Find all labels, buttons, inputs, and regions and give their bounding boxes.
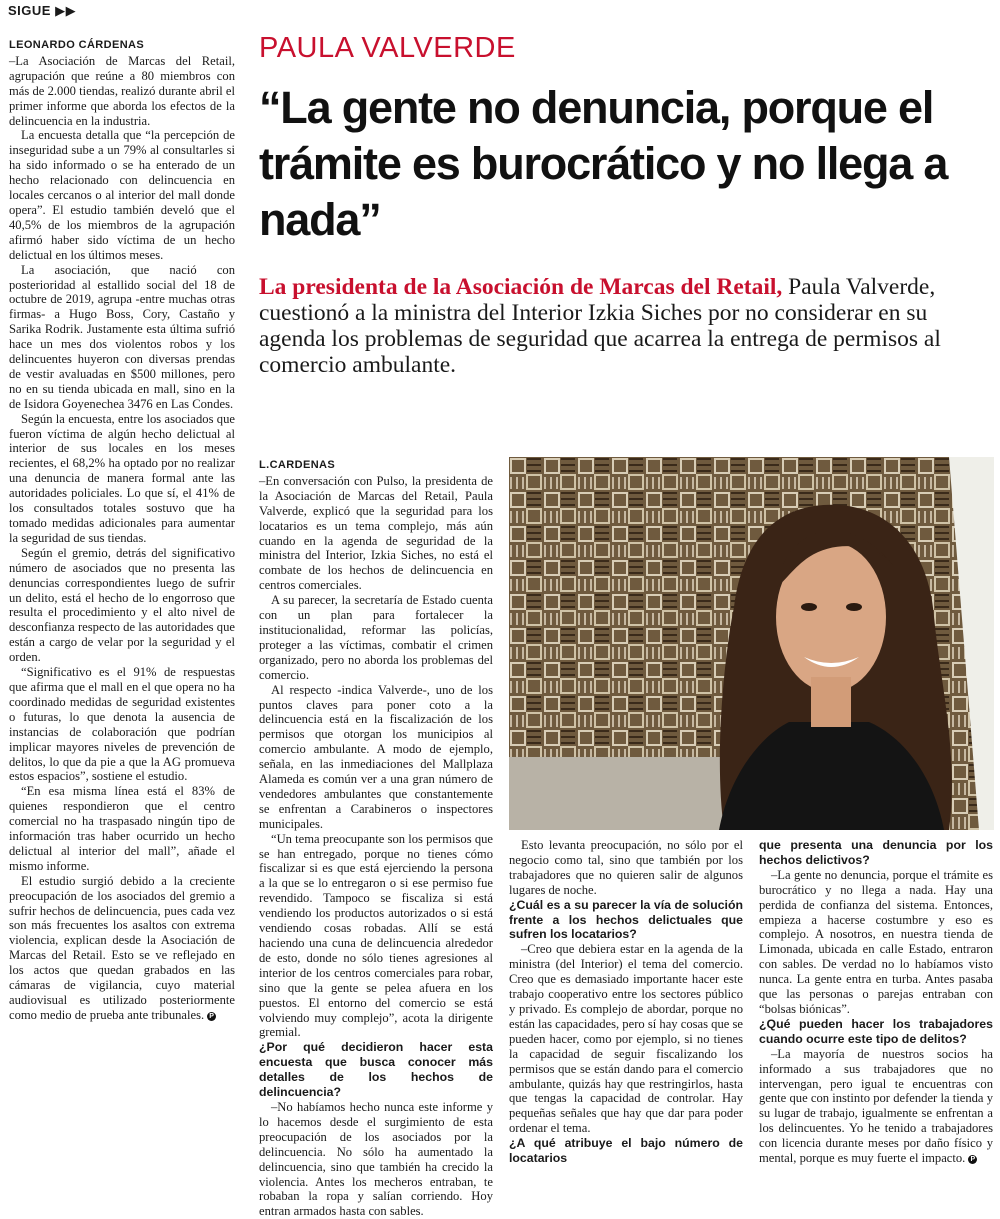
interview-col2-body xyxy=(509,838,743,1166)
interview-byline: L.CARDENAS xyxy=(259,459,336,471)
left-byline: LEONARDO CÁRDENAS xyxy=(9,39,145,51)
interview-paragraph: Al respecto -indica Valverde-, uno de los puntos claves para poner coto a la delincuencia está en la fiscalización de los permisos que otorgan los municipios al comercio ambulante. A modo de ejemplo, señala, en las inmediaciones del Mallplaza Alameda es común ver a una gran número de vendedores ambulantes que constantemente se enfrentan a Carabineros o inspectores municipales. xyxy=(259,682,493,831)
interview-question: ¿Por qué decidieron hacer esta encuesta que busca conocer más detalles de los hechos de delincuencia? xyxy=(259,1040,493,1100)
left-paragraphs xyxy=(9,54,235,1023)
left-article xyxy=(9,38,235,1023)
end-mark-icon: P xyxy=(207,1012,216,1021)
name-kicker: PAULA VALVERDE xyxy=(259,32,516,64)
lead-paragraph xyxy=(259,274,994,378)
interview-column-3 xyxy=(759,838,993,1166)
interview-paragraph: –No habíamos hecho nunca este informe y lo hacemos desde el surgimiento de esta preocupación de los asociados por la delincuencia. No sólo ha aumentado la delincuencia, sino que también ha crecido la violencia. Antes los mecheros entraban, te robaban la ropa y salían corriendo. Hoy entran armados hasta con sables. xyxy=(259,1099,493,1219)
left-paragraph: –La Asociación de Marcas del Retail, agrupación que reúne a 80 miembros con más de 2.000 tiendas, realizó durante abril el primer informe que aborda los efectos de la delincuencia en la industria. xyxy=(9,53,235,128)
lead-rest: Paula Valverde, cuestionó a la ministra del Interior Izkia Siches por no considerar en su agenda los problemas de seguridad que acarrea la entrega de permisos al comercio ambulante. xyxy=(259,274,941,378)
left-paragraph: El estudio surgió debido a la creciente preocupación de los asociados del gremio a sufrir hechos de delincuencia, pues cada vez son más frecuentes los asaltos con extrema violencia, explican desde la Asociación de Marcas del Retail. Esto se ve reflejado en los actos que quedan grabados en las cámaras de vigilancia, cuyo material audiovisual es utilizado posteriormente como medio de prueba ante tribunales. P xyxy=(9,873,235,1022)
left-paragraph: “Significativo es el 91% de respuestas que afirma que el mall en el que opera no ha coordinado medidas de seguridad existentes o futuras, lo que denota la ausencia de instancias de colaboración que podrían implicar mayores niveles de prevención de delitos, lo que da pie a que la AG promueva estos espacios”, sostiene el estudio. xyxy=(9,665,235,784)
sigue-label xyxy=(8,3,76,19)
interview-paragraph: –La mayoría de nuestros socios ha informado a sus trabajadores que no intervengan, pero igual te encuentras con gente que con instinto por defender la tienda y su lugar de trabajo, igualmente se enfrentan a los delincuentes. Yo he tenido a trabajadores con licencia durante meses por daño físico y mental, porque es muy fuerte el impacto. P xyxy=(759,1046,993,1166)
interview-question: ¿Qué pueden hacer los trabajadores cuando ocurre este tipo de delitos? xyxy=(759,1016,993,1046)
portrait-photo xyxy=(509,457,994,830)
left-paragraph: Según el gremio, detrás del significativo número de asociados que no presenta las denuncias correspondientes luego de sufrir un delito, está el hecho de lo engorroso que resulta el procedimiento y el alto nivel de desconfianza respecto de las autoridades que están a cargo de velar por la seguridad y el orden. xyxy=(9,545,235,665)
interview-question: que presenta una denuncia por los hechos delictivos? xyxy=(759,838,993,867)
left-paragraph: “En esa misma línea está el 83% de quienes respondieron que el centro comercial no ha traspasado ningún tipo de información tras haber ocurrido un hecho delictual al interior del mall”, añade el mismo informe. xyxy=(9,784,235,873)
interview-paragraph: “Un tema preocupante son los permisos que se han entregado, porque no tienes cómo fiscalizar si es que está ejerciendo la persona a la que se lo entregaron o si ese permiso fue revendido. Tampoco se fiscaliza si está vendiendo los productos autorizados o si está vendiendo cosas robadas. Allí se está haciendo una cuna de delincuencia alrededor de esto, donde no sólo tienes agresiones al interior de los centros comerciales para robar, sino que la gente se pelea afuera en los puestos. El entorno del comercio se está volviendo muy complejo”, acota la dirigente gremial. xyxy=(259,831,493,1040)
headline: “La gente no denuncia, porque el trámite es burocrático y no llega a nada” xyxy=(259,82,948,245)
interview-paragraph: A su parecer, la secretaría de Estado cuenta con un plan para fortalecer la institucionalidad, reformar las policías, proteger a las víctimas, combatir el crimen organizado, pero no aborda los problemas del comercio. xyxy=(259,593,493,682)
interview-col3-body xyxy=(759,838,993,1166)
sigue-text: SIGUE xyxy=(8,3,51,18)
left-paragraph: La asociación, que nació con posterioridad al estallido social del 18 de octubre de 2019, agrupa -entre muchas otras firmas- a Hugo Boss, Cory, Castaño y Sarika Rodrik. Justamente esta última sufrió hace un mes dos violentos robos y los delincuentes huyeron con diversas prendas de vestir avaluadas en $500 millones, pero no en su tienda ubicada en mall, sino en la de Isidora Goyenechea 3476 en Las Condes. xyxy=(9,262,235,411)
interview-question: ¿A qué atribuye el bajo número de locatarios xyxy=(509,1136,743,1166)
lead-highlight: La presidenta de la Asociación de Marcas del Retail, xyxy=(259,274,783,300)
interview-question: ¿Cuál es a su parecer la vía de solución frente a los hechos delictuales que sufren los locatarios? xyxy=(509,897,743,942)
left-paragraph: Según la encuesta, entre los asociados que fueron víctima de algún hecho delictual al interior de sus locales en los meses recientes, el 68,2% ha optado por no realizar una denuncia de manera formal ante las autoridades policiales. Lo que sí, el 41% de los consultados totales sostuvo que ha tomado medidas adicionales para aumentar la seguridad de sus tiendas. xyxy=(9,411,235,545)
portrait-illustration xyxy=(509,457,994,830)
interview-column-1 xyxy=(259,458,493,1219)
end-mark-icon: P xyxy=(968,1155,977,1164)
interview-paragraph: –En conversación con Pulso, la presidenta de la Asociación de Marcas del Retail, Paula Valverde, explicó que la seguridad para los locatarios es un tema complejo, más aún cuando en la agenda de seguridad de la ministra del Interior, Izkia Siches, no está el combate de los hechos de delincuencia en centros comerciales. xyxy=(259,473,493,593)
left-paragraph: La encuesta detalla que “la percepción de inseguridad sube a un 79% al consultarles si ha sido informado o se ha enterado de un hecho relacionado con delincuencia en locales cercanos o al interior del mall donde opera”. El estudio también develó que el 40,5% de los miembros de la agrupación afirmó haber sido víctima de un hecho delictual en los últimos meses. xyxy=(9,128,235,262)
interview-paragraph: Esto levanta preocupación, no sólo por el negocio como tal, sino que también por los trabajadores que no quieren salir de algunos lugares de noche. xyxy=(509,838,743,897)
interview-paragraph: –La gente no denuncia, porque el trámite es burocrático y no llega a nada. Hay una perdida de confianza del sistema. Entonces, empieza a hacerse costumbre y eso es complejo. A nosotros, en nuestra tienda de Limonada, ubicada en calle Estado, entraron con sables. De verdad no lo habíamos visto nunca. La gente entra en turba. Antes pasaba que las personas o parejas entraban con “bolsas biónicas”. xyxy=(759,867,993,1016)
interview-paragraph: –Creo que debiera estar en la agenda de la ministra (del Interior) el tema del comercio. Creo que es demasiado importante hacer este trabajo cooperativo entre los sectores público y privado. Es complejo de abordar, porque no están las capacidades, pero sí hay cosas que se pueden hacer, como por ejemplo, si no tienes la capacidad de seguir fiscalizando los permisos que se están dando para el comercio ambulante, quizás hay que restringirlos, hasta que tengas la capacidad de controlar. Hay pequeñas señales que hay que dar para poder ordenar el tema. xyxy=(509,942,743,1136)
interview-col1-body xyxy=(259,474,493,1219)
interview-column-2 xyxy=(509,838,743,1166)
double-play-arrow-icon: ▶▶ xyxy=(55,3,77,18)
